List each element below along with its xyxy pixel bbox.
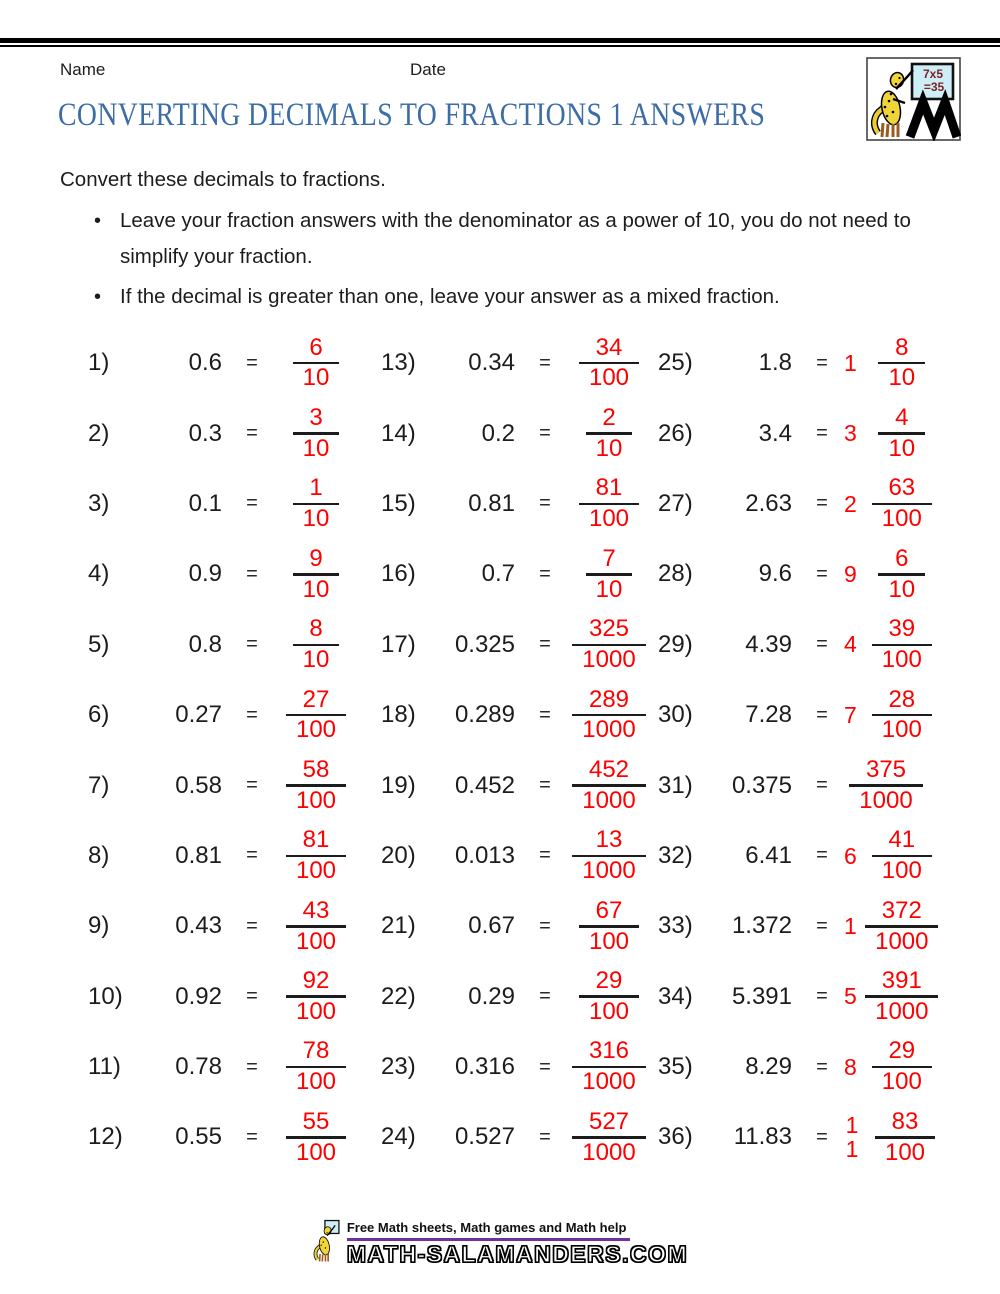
- fraction-numerator: 28: [888, 685, 916, 713]
- problem-row: [353, 469, 630, 539]
- problem-row: [60, 891, 353, 961]
- problem-row: [60, 469, 353, 539]
- answer-fraction: [860, 968, 944, 1025]
- equals-sign: =: [539, 422, 551, 445]
- answer-fraction: [863, 1109, 947, 1166]
- problem-number: 3): [88, 489, 110, 517]
- fraction-numerator: 372: [881, 896, 922, 924]
- equals-sign: =: [539, 985, 551, 1008]
- problem-number: 10): [88, 982, 123, 1010]
- fraction-numerator: 81: [302, 826, 330, 854]
- problem-number: 13): [381, 349, 416, 377]
- equals-sign: =: [246, 1055, 258, 1078]
- answer-fraction: [860, 405, 944, 462]
- equals-sign: =: [246, 703, 258, 726]
- fraction-numerator: 9: [309, 544, 323, 572]
- fraction-denominator: 1000: [582, 786, 636, 814]
- fraction-denominator: 100: [295, 927, 337, 955]
- date-label: Date: [410, 60, 446, 79]
- instructions-intro: Convert these decimals to fractions.: [60, 168, 386, 191]
- fraction-denominator: 10: [302, 505, 330, 533]
- problem-row: [630, 610, 960, 680]
- answer-fraction: [860, 335, 944, 392]
- fraction-numerator: 63: [888, 474, 916, 502]
- decimal-value: 11.83: [733, 1123, 792, 1151]
- problem-number: 1): [88, 349, 110, 377]
- answer-fraction: [860, 1038, 944, 1095]
- answer-whole-number: 9: [844, 560, 857, 587]
- problem-number: 2): [88, 419, 110, 447]
- problem-row: [630, 469, 960, 539]
- problem-row: [60, 610, 353, 680]
- fraction-denominator: 10: [302, 364, 330, 392]
- instructions-bullet-list: [92, 203, 940, 319]
- salamander-logo-small-icon: [312, 1218, 340, 1264]
- fraction-numerator: 7: [602, 544, 616, 572]
- problem-number: 24): [381, 1123, 416, 1151]
- problem-row: [630, 750, 960, 820]
- answer-whole-number: 1: [844, 912, 857, 939]
- answer-whole-number: 7: [844, 701, 857, 728]
- equals-sign: =: [539, 351, 551, 374]
- problem-number: 19): [381, 771, 416, 799]
- decimal-value: 5.391: [731, 982, 792, 1010]
- equals-sign: =: [539, 1055, 551, 1078]
- fraction-numerator: 325: [588, 615, 630, 643]
- bullet-item: [92, 279, 940, 315]
- problem-number: 8): [88, 841, 110, 869]
- answer-fraction: [274, 546, 358, 603]
- decimal-value: 0.9: [188, 560, 222, 588]
- problem-row: [353, 328, 630, 398]
- fraction-numerator: 4: [895, 403, 909, 431]
- equals-sign: =: [246, 562, 258, 585]
- problem-row: [630, 821, 960, 891]
- problem-row: [60, 328, 353, 398]
- decimal-value: 0.55: [175, 1123, 222, 1151]
- problems-grid: [60, 328, 960, 1173]
- fraction-denominator: 100: [588, 927, 630, 955]
- equals-sign: =: [246, 422, 258, 445]
- fraction-numerator: 43: [302, 896, 330, 924]
- fraction-numerator: 41: [888, 826, 916, 854]
- problem-number: 4): [88, 560, 110, 588]
- problem-number: 16): [381, 560, 416, 588]
- answer-fraction: [860, 827, 944, 884]
- problem-number: 7): [88, 771, 110, 799]
- answer-fraction: [274, 1109, 358, 1166]
- answer-whole-number: 11: [845, 1111, 859, 1163]
- problem-row: [630, 680, 960, 750]
- equals-sign: =: [816, 633, 828, 656]
- fraction-denominator: 1000: [582, 646, 636, 673]
- board-text-line1: 7x5: [922, 67, 944, 81]
- equals-sign: =: [539, 844, 551, 867]
- problem-row: [630, 539, 960, 609]
- problem-number: 15): [381, 489, 416, 517]
- top-rule-thick: [0, 38, 1000, 43]
- decimal-value: 0.29: [468, 982, 515, 1010]
- fraction-denominator: 10: [595, 434, 623, 462]
- problem-row: [630, 1102, 960, 1172]
- equals-sign: =: [539, 703, 551, 726]
- decimal-value: 0.6: [188, 349, 222, 377]
- fraction-numerator: 2: [602, 403, 616, 431]
- fraction-numerator: 29: [888, 1037, 916, 1065]
- problem-number: 17): [381, 630, 416, 658]
- problem-row: [353, 891, 630, 961]
- equals-sign: =: [246, 1125, 258, 1148]
- decimal-value: 0.43: [175, 912, 222, 940]
- fraction-numerator: 55: [302, 1107, 330, 1135]
- answer-whole-number: 1: [844, 349, 857, 376]
- problem-row: [60, 1102, 353, 1172]
- fraction-denominator: 10: [595, 575, 623, 603]
- equals-sign: =: [816, 703, 828, 726]
- fraction-denominator: 10: [888, 575, 916, 603]
- fraction-denominator: 1000: [582, 857, 636, 885]
- problem-row: [353, 680, 636, 750]
- fraction-denominator: 10: [302, 646, 330, 673]
- problem-number: 6): [88, 701, 110, 729]
- fraction-denominator: 1000: [875, 927, 929, 955]
- answer-fraction: [860, 546, 944, 603]
- equals-sign: =: [246, 351, 258, 374]
- decimal-value: 1.8: [758, 349, 792, 377]
- answer-fraction: [274, 757, 358, 814]
- fraction-denominator: 100: [588, 997, 630, 1025]
- fraction-denominator: 100: [588, 505, 630, 533]
- answer-fraction: [274, 968, 358, 1025]
- problem-number: 33): [658, 912, 693, 940]
- board-text-line2: =35: [923, 80, 945, 94]
- equals-sign: =: [539, 492, 551, 515]
- answer-fraction: [274, 475, 358, 532]
- problem-number: 35): [658, 1053, 693, 1081]
- fraction-numerator: 78: [302, 1037, 330, 1065]
- decimal-value: 0.92: [175, 982, 222, 1010]
- fraction-numerator: 527: [588, 1107, 630, 1135]
- problem-row: [353, 962, 630, 1032]
- fraction-numerator: 3: [309, 403, 323, 431]
- answer-fraction: [274, 827, 358, 884]
- fraction-denominator: 1000: [859, 786, 913, 814]
- equals-sign: =: [539, 562, 551, 585]
- fraction-denominator: 1000: [582, 716, 636, 744]
- equals-sign: =: [539, 914, 551, 937]
- decimal-value: 0.67: [468, 912, 515, 940]
- equals-sign: =: [816, 1055, 828, 1078]
- problem-row: [60, 962, 353, 1032]
- answer-fraction: [860, 898, 944, 955]
- fraction-numerator: 29: [595, 967, 623, 995]
- problem-row: [353, 539, 630, 609]
- problem-number: 34): [658, 982, 693, 1010]
- problem-row: [630, 891, 960, 961]
- decimal-value: 8.29: [745, 1053, 792, 1081]
- fraction-denominator: 10: [302, 434, 330, 462]
- decimal-value: 0.7: [481, 560, 515, 588]
- fraction-numerator: 58: [302, 755, 330, 783]
- fraction-denominator: 100: [295, 1138, 337, 1166]
- decimal-value: 0.316: [454, 1053, 515, 1081]
- problem-number: 30): [658, 701, 693, 729]
- decimal-value: 0.325: [454, 630, 515, 658]
- problem-number: 5): [88, 630, 110, 658]
- equals-sign: =: [816, 492, 828, 515]
- fraction-numerator: 8: [895, 333, 909, 361]
- bullet-text: If the decimal is greater than one, leave your answer as a mixed fraction.: [120, 285, 780, 308]
- math-salamanders-logo: [866, 57, 961, 141]
- fraction-denominator: 1000: [582, 1138, 636, 1166]
- fraction-denominator: 1000: [875, 997, 929, 1025]
- decimal-value: 0.78: [175, 1053, 222, 1081]
- decimal-value: 0.1: [188, 489, 222, 517]
- fraction-denominator: 100: [881, 857, 922, 885]
- problem-row: [60, 398, 353, 468]
- problem-row: [60, 680, 353, 750]
- decimal-value: 0.013: [454, 841, 515, 869]
- problem-number: 36): [658, 1123, 693, 1151]
- fraction-numerator: 83: [891, 1107, 919, 1135]
- name-label: Name: [60, 60, 106, 79]
- equals-sign: =: [246, 774, 258, 797]
- decimal-value: 6.41: [745, 841, 792, 869]
- fraction-numerator: 452: [588, 755, 630, 783]
- equals-sign: =: [816, 422, 828, 445]
- problem-number: 14): [381, 419, 416, 447]
- problem-row: [353, 821, 636, 891]
- decimal-value: 3.4: [758, 419, 792, 447]
- answer-whole-number: 2: [844, 490, 857, 517]
- fraction-numerator: 34: [595, 333, 623, 361]
- answer-fraction: [860, 475, 944, 532]
- problem-number: 22): [381, 982, 416, 1010]
- fraction-numerator: 27: [302, 685, 330, 713]
- answer-whole-number: 5: [844, 983, 857, 1010]
- answer-fraction: [844, 757, 928, 814]
- decimal-value: 0.8: [188, 630, 222, 658]
- decimal-value: 4.39: [745, 630, 792, 658]
- equals-sign: =: [539, 633, 551, 656]
- fraction-numerator: 13: [595, 826, 623, 854]
- decimal-value: 2.63: [745, 489, 792, 517]
- fraction-denominator: 100: [588, 364, 630, 392]
- equals-sign: =: [246, 844, 258, 867]
- bullet-item: [92, 203, 940, 275]
- footer-text-block: [347, 1218, 688, 1268]
- answer-fraction: [860, 687, 944, 744]
- fraction-denominator: 100: [295, 1068, 337, 1096]
- fraction-numerator: 6: [309, 333, 323, 361]
- fraction-denominator: 100: [881, 716, 922, 744]
- problem-row: [630, 962, 960, 1032]
- problem-row: [630, 1032, 960, 1102]
- decimal-value: 0.27: [175, 701, 222, 729]
- answer-fraction: [274, 1038, 358, 1095]
- fraction-denominator: 100: [881, 646, 922, 673]
- fraction-denominator: 1000: [582, 1068, 636, 1096]
- fraction-denominator: 100: [295, 786, 337, 814]
- decimal-value: 0.289: [454, 701, 515, 729]
- footer-site-name: MATH-SALAMANDERS.COM: [346, 1241, 689, 1267]
- equals-sign: =: [246, 633, 258, 656]
- decimal-value: 7.28: [745, 701, 792, 729]
- answer-whole-number: 8: [844, 1053, 857, 1080]
- problem-row: [60, 821, 353, 891]
- answer-fraction: [274, 898, 358, 955]
- problem-row: [630, 328, 960, 398]
- problem-number: 11): [88, 1053, 121, 1081]
- equals-sign: =: [539, 1125, 551, 1148]
- problem-number: 21): [381, 912, 416, 940]
- equals-sign: =: [816, 844, 828, 867]
- equals-sign: =: [246, 914, 258, 937]
- problem-number: 32): [658, 841, 693, 869]
- equals-sign: =: [816, 351, 828, 374]
- decimal-value: 0.375: [731, 771, 792, 799]
- page-title: CONVERTING DECIMALS TO FRACTIONS 1 ANSWERS: [58, 97, 766, 133]
- decimal-value: 0.2: [481, 419, 515, 447]
- problem-number: 12): [88, 1123, 123, 1151]
- problem-number: 27): [658, 489, 693, 517]
- answer-whole-number: 3: [844, 420, 857, 447]
- fraction-denominator: 100: [295, 857, 337, 885]
- problem-number: 25): [658, 349, 693, 377]
- fraction-numerator: 391: [881, 967, 922, 995]
- equals-sign: =: [816, 774, 828, 797]
- fraction-denominator: 100: [295, 997, 337, 1025]
- equals-sign: =: [816, 914, 828, 937]
- problem-number: 20): [381, 841, 416, 869]
- problem-row: [353, 1032, 636, 1102]
- decimal-value: 0.34: [468, 349, 515, 377]
- fraction-numerator: 1: [309, 474, 323, 502]
- answer-whole-number: 4: [844, 631, 857, 658]
- problem-row: [353, 610, 636, 680]
- equals-sign: =: [246, 985, 258, 1008]
- fraction-denominator: 10: [302, 575, 330, 603]
- fraction-denominator: 10: [888, 364, 916, 392]
- problem-number: 18): [381, 701, 416, 729]
- answer-fraction: [860, 616, 944, 673]
- problem-number: 31): [658, 771, 693, 799]
- fraction-numerator: 8: [309, 615, 323, 643]
- problem-row: [353, 1102, 636, 1172]
- problem-number: 28): [658, 560, 693, 588]
- equals-sign: =: [246, 492, 258, 515]
- answer-fraction: [274, 335, 358, 392]
- fraction-numerator: 289: [588, 685, 630, 713]
- fraction-numerator: 81: [595, 474, 623, 502]
- problem-row: [353, 398, 630, 468]
- fraction-numerator: 67: [595, 896, 623, 924]
- decimal-value: 1.372: [731, 912, 792, 940]
- fraction-denominator: 100: [884, 1138, 926, 1166]
- bullet-text: Leave your fraction answers with the denominator as a power of 10, you do not need to simplify your fraction.: [120, 209, 911, 268]
- problem-number: 23): [381, 1053, 416, 1081]
- decimal-value: 0.452: [454, 771, 515, 799]
- problem-number: 26): [658, 419, 693, 447]
- problem-row: [353, 750, 636, 820]
- problem-row: [630, 398, 960, 468]
- fraction-numerator: 39: [888, 615, 916, 643]
- decimal-value: 0.81: [175, 841, 222, 869]
- equals-sign: =: [816, 562, 828, 585]
- fraction-numerator: 92: [302, 967, 330, 995]
- problem-number: 29): [658, 630, 693, 658]
- decimal-value: 0.58: [175, 771, 222, 799]
- problem-row: [60, 539, 353, 609]
- answer-fraction: [274, 405, 358, 462]
- problem-row: [60, 750, 353, 820]
- footer: [0, 1218, 1000, 1268]
- decimal-value: 9.6: [758, 560, 792, 588]
- equals-sign: =: [816, 1125, 828, 1148]
- decimal-value: 0.527: [454, 1123, 515, 1151]
- fraction-denominator: 10: [888, 434, 916, 462]
- fraction-denominator: 100: [881, 505, 922, 533]
- answer-fraction: [274, 687, 358, 744]
- footer-tagline: Free Math sheets, Math games and Math help: [347, 1218, 631, 1241]
- equals-sign: =: [539, 774, 551, 797]
- fraction-numerator: 375: [865, 755, 907, 783]
- fraction-numerator: 316: [588, 1037, 630, 1065]
- answer-whole-number: 6: [844, 842, 857, 869]
- top-rule-thin: [0, 45, 1000, 47]
- fraction-denominator: 100: [295, 716, 337, 744]
- decimal-value: 0.3: [188, 419, 222, 447]
- salamander-logo-icon: [866, 57, 961, 141]
- decimal-value: 0.81: [468, 489, 515, 517]
- problem-number: 9): [88, 912, 110, 940]
- equals-sign: =: [816, 985, 828, 1008]
- fraction-denominator: 100: [881, 1068, 922, 1096]
- answer-fraction: [274, 616, 358, 673]
- problem-row: [60, 1032, 353, 1102]
- fraction-numerator: 6: [895, 544, 909, 572]
